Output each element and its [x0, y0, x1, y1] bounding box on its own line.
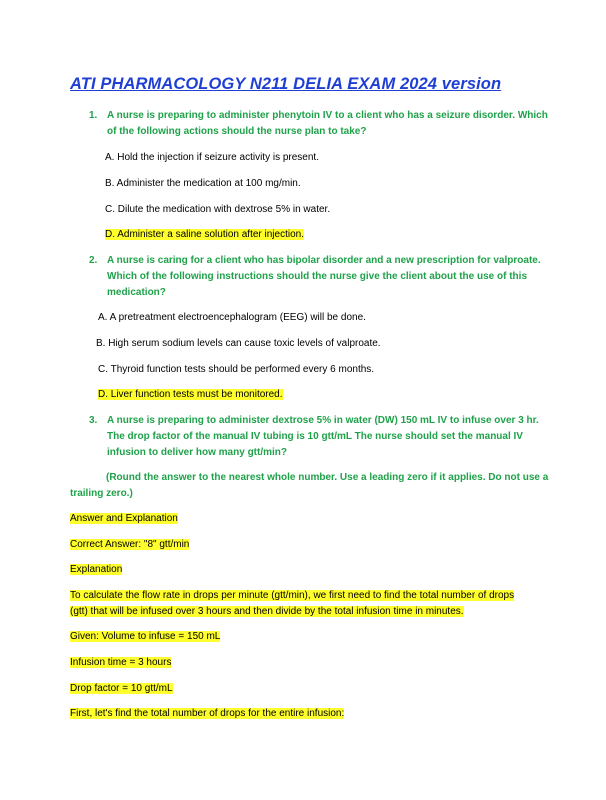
highlighted-text: Correct Answer: "8" gtt/min — [70, 539, 190, 550]
answer-option-d-correct — [98, 387, 283, 402]
infusion-time — [70, 655, 171, 670]
correct-answer — [70, 537, 189, 552]
answer-option-c: C. Thyroid function tests should be performed every 6 months. — [98, 364, 375, 375]
answer-option-a: A. Hold the injection if seizure activity is present. — [105, 152, 319, 163]
answer-heading — [70, 511, 178, 526]
question-text-line: A nurse is preparing to administer dextrose 5% in water (DW) 150 mL IV to infuse over 3 hr. — [107, 415, 539, 426]
question-number: 3. — [89, 415, 98, 426]
explanation-label — [70, 562, 122, 577]
rounding-note: (Round the answer to the nearest whole number. Use a leading zero if it applies. Do not use a — [106, 472, 549, 483]
highlighted-answer: D. Liver function tests must be monitored. — [98, 389, 283, 400]
highlighted-text: To calculate the flow rate in drops per minute (gtt/min), we first need to find the total number of drops — [70, 590, 515, 601]
answer-option-a: A. A pretreatment electroencephalogram (EEG) will be done. — [98, 312, 366, 323]
document-title: ATI PHARMACOLOGY N211 DELIA EXAM 2024 version — [70, 75, 502, 93]
highlighted-text: Drop factor = 10 gtt/mL — [70, 683, 173, 694]
rounding-note: trailing zero.) — [70, 488, 133, 499]
explanation-paragraph-line — [70, 604, 464, 619]
highlighted-text: Infusion time = 3 hours — [70, 657, 172, 668]
highlighted-answer: D. Administer a saline solution after injection. — [105, 229, 304, 240]
answer-option-b: B. Administer the medication at 100 mg/min. — [105, 178, 301, 189]
explanation-paragraph-line — [70, 588, 514, 603]
calculation-step — [70, 706, 344, 721]
question-text-line: of the following actions should the nurse plan to take? — [107, 126, 367, 137]
highlighted-text: Explanation — [70, 564, 123, 575]
question-text-line: A nurse is caring for a client who has bipolar disorder and a new prescription for valproate. — [107, 255, 541, 266]
answer-option-d-correct — [105, 227, 304, 242]
answer-option-c: C. Dilute the medication with dextrose 5% in water. — [105, 204, 331, 215]
drop-factor — [70, 681, 173, 696]
question-number: 1. — [89, 110, 98, 121]
question-text-line: The drop factor of the manual IV tubing is 10 gtt/mL The nurse should set the manual IV — [107, 431, 523, 442]
answer-option-b: B. High serum sodium levels can cause toxic levels of valproate. — [96, 338, 381, 349]
highlighted-text: First, let's find the total number of drops for the entire infusion: — [70, 708, 345, 719]
question-text-line: infusion to deliver how many gtt/min? — [107, 447, 288, 458]
question-number: 2. — [89, 255, 98, 266]
highlighted-text: Answer and Explanation — [70, 513, 178, 524]
question-text-line: medication? — [107, 287, 166, 298]
question-text-line: Which of the following instructions should the nurse give the client about the use of this — [107, 271, 528, 282]
question-text-line: A nurse is preparing to administer phenytoin IV to a client who has a seizure disorder. Which — [107, 110, 548, 121]
highlighted-text: Given: Volume to infuse = 150 mL — [70, 631, 221, 642]
highlighted-text: (gtt) that will be infused over 3 hours and then divide by the total infusion time in minutes. — [70, 606, 464, 617]
given-volume — [70, 629, 220, 644]
